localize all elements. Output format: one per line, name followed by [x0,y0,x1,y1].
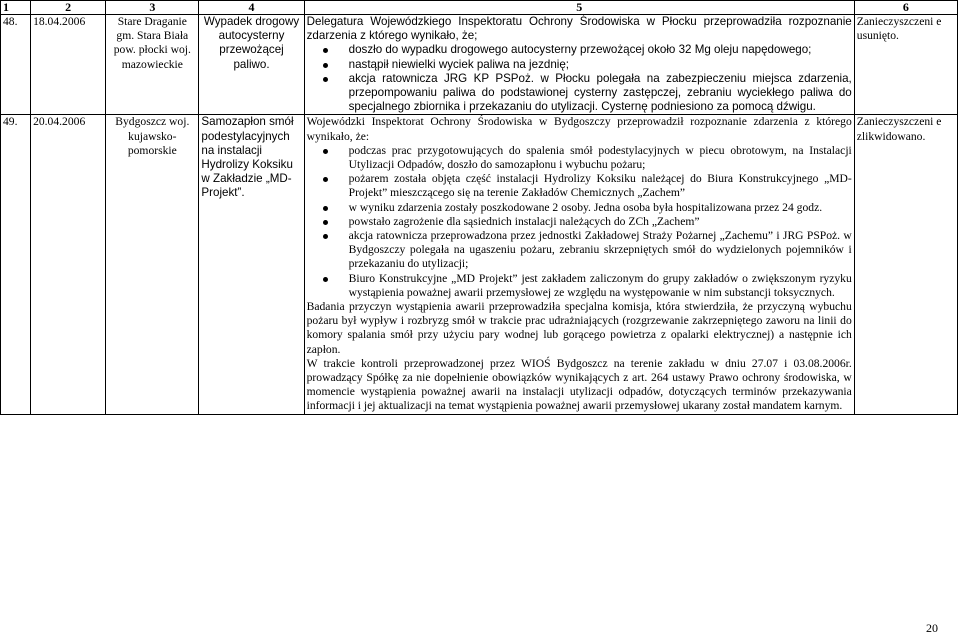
bullet-icon [323,206,328,211]
bullet-item [349,58,852,72]
bullet-icon [323,220,328,225]
header-col-1: 1 [1,1,31,15]
bullet-text: nastąpił niewielki wyciek paliwa na jezdnię; [348,57,570,71]
row-description [304,115,854,414]
description-bullets [307,43,852,114]
header-col-4: 4 [199,1,304,15]
row-event: Samozapłon smół podestylacyjnych na instalacji Hydrolizy Koksiku w Zakładzie „MD-Projekt”. [199,115,304,414]
bullet-text: powstało zagrożenie dla sąsiednich instalacji należących do ZCh „Zachem” [348,214,700,228]
bullet-text: Biuro Konstrukcyjne „MD Projekt” jest zakładem zaliczonym do grupy zakładów o zwiększonym ryzyku wystąpienia poważnej awarii przemysłowej ze względu na występowanie w nim substancji toksycznych. [348,271,852,299]
header-col-5: 5 [304,1,854,15]
bullet-icon [323,149,328,154]
bullet-text: doszło do wypadku drogowego autocysterny przewożącej około 32 Mg oleju napędowego; [348,43,812,57]
bullet-item [349,215,852,229]
row-result: Zanieczyszczeni e zlikwidowano. [854,115,957,414]
bullet-text: pożarem została objęta część instalacji Hydrolizy Koksiku należącej do Biura Konstrukcyjnego „MD-Projekt” mieszczącego się na terenie Zakładów Chemicznych „Zachem” [348,172,852,200]
bullet-icon [323,234,328,239]
bullet-icon [323,48,328,53]
row-place: Stare Draganie gm. Stara Biała pow. płocki woj. mazowieckie [106,15,199,115]
row-event: Wypadek drogowy autocysterny przewożącej paliwo. [199,15,304,115]
bullet-text: podczas prac przygotowujących do spalenia smół podestylacyjnych w piecu obrotowym, na Instalacji Utylizacji Odpadów, doszło do samozapłonu i wybuchu pożaru; [348,143,852,172]
description-paragraph: W trakcie kontroli przeprowadzonej przez WIOŚ Bydgoszcz na terenie zakładu w dniu 27.07 i 03.08.2006r. prowadzący Spółkę za nie dopełnienie obowiązków wynikających z art. 264 ustawy Prawo ochrony środowiska, w momencie wystąpienia poważnej awarii na instalacji utylizacji odpadów, dotyczących terminów przekazywania informacji i jej aktualizacji na temat wystąpienia poważnej awarii przemysłowej ukarany został mandatem karnym. [306,356,852,413]
row-number: 49. [1,115,31,414]
row-date: 20.04.2006 [31,115,106,414]
page-number: 20 [926,621,938,635]
description-paragraph: Badania przyczyn wystąpienia awarii przeprowadziła specjalna komisja, która stwierdziła, że przyczyną wybuchu pożaru był wypływ i rozbryzg smół w trakcie prac udrażniających (rozgrzewanie zakrzepniętego zaworu na linii do komory spalania smół przy użyciu pary wodnej lub gorącego powietrza z opalarki elektrycznej) a następnie ich zapłon. [306,300,852,356]
row-description [304,15,854,115]
table-row [1,15,958,115]
description-intro: Delegatura Wojewódzkiego Inspektoratu Ochrony Środowiska w Płocku przeprowadziła rozpoznanie zdarzenia z którego wynikało, że; [306,15,852,43]
bullet-item [349,272,852,300]
bullet-item [349,72,852,115]
bullet-icon [323,63,328,68]
bullet-icon [323,77,328,82]
bullet-text: akcja ratownicza JRG KP PSPoż. w Płocku polegała na zabezpieczeniu miejsca zdarzenia, przepompowaniu paliwa do podstawionej cysterny zastępczej, zebraniu wyciekłego paliwa do specjalnego zbiornika i przekazaniu do utylizacji. Cysternę podniesiono za pomocą dźwigu. [348,71,852,114]
bullet-text: w wyniku zdarzenia zostały poszkodowane 2 osoby. Jedna osoba była hospitalizowana przez 24 godz. [348,200,823,214]
row-place: Bydgoszcz woj. kujawsko-pomorskie [106,115,199,414]
bullet-icon [323,177,328,182]
description-intro: Wojewódzki Inspektorat Ochrony Środowiska w Bydgoszczy przeprowadził rozpoznanie zdarzenia z którego wynikało, że: [306,115,852,143]
bullet-item [349,172,852,200]
bullet-item [349,229,852,272]
bullet-item [349,144,852,172]
bullet-text: akcja ratownicza przeprowadzona przez jednostki Zakładowej Straży Pożarnej „Zachemu” i JRG PSPoż. w Bydgoszczy polegała na ugaszeniu pożaru, zebraniu skrzepniętych smół do wydzielonych pojemników i przekazaniu do utylizacji; [348,229,852,271]
bullet-icon [323,277,328,282]
header-col-6: 6 [854,1,957,15]
bullet-item [349,201,852,215]
row-number: 48. [1,15,31,115]
row-result: Zanieczyszczeni e usunięto. [854,15,957,115]
bullet-item [349,43,852,57]
header-col-2: 2 [31,1,106,15]
description-bullets [307,144,852,300]
table-row [1,115,958,414]
header-col-3: 3 [106,1,199,15]
row-date: 18.04.2006 [31,15,106,115]
header-row [1,1,958,15]
